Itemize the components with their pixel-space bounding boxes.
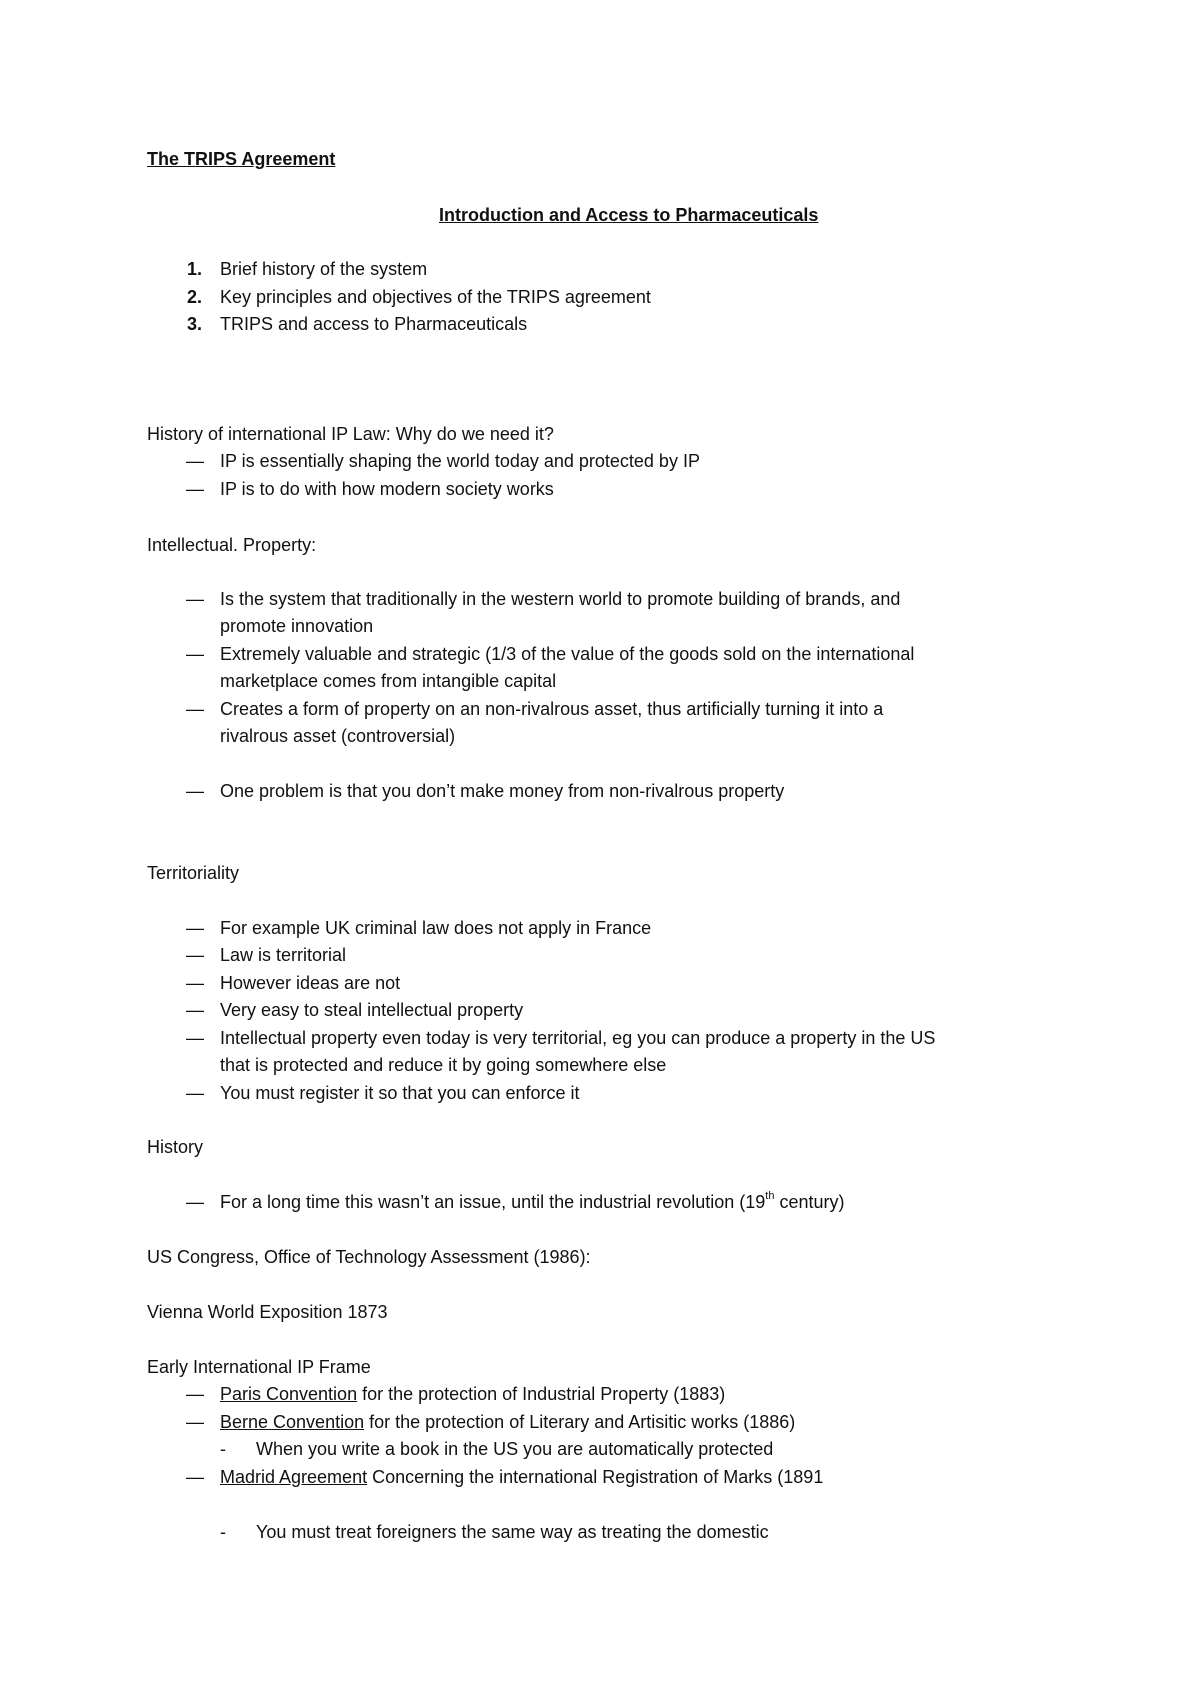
hyphen-bullet: - [220,1522,226,1542]
dash-bullet: — [186,589,204,609]
list-item: IP is to do with how modern society works [220,479,554,499]
dash-bullet: — [186,479,204,499]
paragraph: Vienna World Exposition 1873 [147,1302,388,1322]
list-item-text: for the protection of Literary and Artisitic works (1886) [364,1412,796,1432]
list-item [220,1191,845,1213]
section-heading: History of international IP Law: Why do we need it? [147,424,554,444]
dash-bullet: — [186,781,204,801]
sub-list-item: You must treat foreigners the same way as treating the domestic [256,1522,769,1542]
paris-convention-link[interactable]: Paris Convention [220,1384,358,1404]
list-item-text: Concerning the international Registration of Marks (1891 [367,1467,824,1487]
outline-number: 2. [187,287,203,307]
list-item: You must register it so that you can enforce it [220,1083,580,1103]
list-item: Creates a form of property on an non-rivalrous asset, thus artificially turning it into a [220,699,884,719]
list-item: For example UK criminal law does not apply in France [220,918,652,938]
dash-bullet: — [186,699,204,719]
list-item [220,1411,795,1433]
madrid-agreement-link[interactable]: Madrid Agreement [220,1467,368,1487]
list-item [220,1383,725,1405]
dash-bullet: — [186,644,204,664]
list-item-continuation: promote innovation [220,616,374,636]
list-item: Is the system that traditionally in the western world to promote building of brands, and [220,589,901,609]
section-heading: Territoriality [147,863,240,883]
list-item-text: century) [774,1192,845,1212]
dash-bullet: — [186,1192,204,1212]
list-item [220,1466,823,1488]
berne-convention-link[interactable]: Berne Convention [220,1412,365,1432]
outline-item: Brief history of the system [220,259,428,279]
dash-bullet: — [186,1467,204,1487]
dash-bullet: — [186,945,204,965]
dash-bullet: — [186,451,204,471]
document-subtitle: Introduction and Access to Pharmaceuticals [439,205,819,225]
list-item: One problem is that you don’t make money from non-rivalrous property [220,781,785,801]
outline-number: 3. [187,314,203,334]
dash-bullet: — [186,1412,204,1432]
dash-bullet: — [186,1000,204,1020]
paragraph: US Congress, Office of Technology Assessment (1986): [147,1247,591,1267]
section-heading: Early International IP Frame [147,1357,371,1377]
hyphen-bullet: - [220,1439,226,1459]
document-title: The TRIPS Agreement [147,149,336,169]
list-item-continuation: rivalrous asset (controversial) [220,726,456,746]
outline-item: Key principles and objectives of the TRIPS agreement [220,287,651,307]
list-item: However ideas are not [220,973,401,993]
dash-bullet: — [186,973,204,993]
superscript: th [765,1190,775,1202]
list-item: Law is territorial [220,945,347,965]
dash-bullet: — [186,1028,204,1048]
section-heading: History [147,1137,204,1157]
dash-bullet: — [186,1083,204,1103]
section-heading: Intellectual. Property: [147,535,317,555]
list-item-continuation: that is protected and reduce it by going somewhere else [220,1055,667,1075]
dash-bullet: — [186,1384,204,1404]
list-item: IP is essentially shaping the world today and protected by IP [220,451,700,471]
list-item: Very easy to steal intellectual property [220,1000,524,1020]
outline-number: 1. [187,259,203,279]
list-item-text: For a long time this wasn’t an issue, until the industrial revolution (19 [220,1192,766,1212]
list-item-continuation: marketplace comes from intangible capital [220,671,557,691]
list-item-text: for the protection of Industrial Property (1883) [357,1384,726,1404]
list-item: Extremely valuable and strategic (1/3 of the value of the goods sold on the international [220,644,915,664]
dash-bullet: — [186,918,204,938]
list-item: Intellectual property even today is very territorial, eg you can produce a property in the US [220,1028,936,1048]
outline-item: TRIPS and access to Pharmaceuticals [220,314,528,334]
sub-list-item: When you write a book in the US you are automatically protected [256,1439,774,1459]
